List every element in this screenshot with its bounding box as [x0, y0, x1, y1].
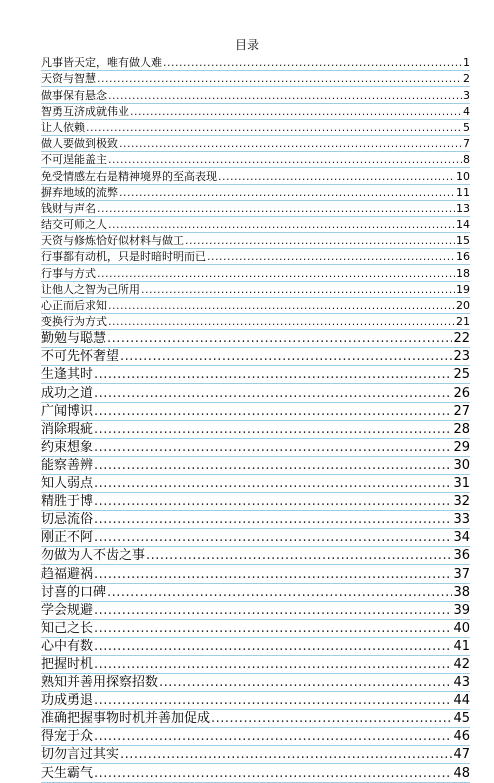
- toc-entry-title: 凡事皆天定，唯有做人难: [41, 56, 162, 70]
- toc-entry-page-number: 33: [453, 512, 470, 528]
- toc-entry-page-number: 32: [453, 494, 470, 510]
- toc-entry-title: 趋福避祸: [41, 566, 94, 582]
- toc-entry-page-number: 43: [453, 675, 470, 691]
- toc-entry-page-number: 25: [453, 367, 470, 383]
- toc-dot-leader: [107, 331, 452, 347]
- toc-entry[interactable]: [41, 233, 470, 249]
- toc-entry[interactable]: [41, 104, 470, 120]
- toc-entry-page-number: 30: [453, 457, 470, 473]
- toc-entry-title: 约束想象: [41, 439, 94, 455]
- toc-entry-page-number: 4: [463, 104, 470, 118]
- toc-entry-title: 讨喜的口碑: [41, 584, 107, 600]
- toc-entry-title: 行事都有动机，只是时暗时明而已: [41, 250, 206, 264]
- toc-entry-page-number: 5: [463, 120, 470, 134]
- toc-entry[interactable]: [41, 168, 470, 184]
- toc-entry-title: 天资与修炼恰好似材料与做工: [41, 234, 184, 248]
- toc-entry-title: 精胜于博: [41, 494, 94, 510]
- toc-entry-title: 做人要做到极致: [41, 137, 118, 151]
- toc-entry[interactable]: [41, 547, 470, 565]
- toc-entry-title: 不可先怀奢望: [41, 349, 120, 365]
- toc-dot-leader: [141, 283, 455, 297]
- toc-dot-leader: [108, 153, 462, 167]
- toc-entry-title: 熟知并善用探察招数: [41, 675, 159, 691]
- toc-entry-page-number: 45: [453, 711, 470, 727]
- toc-dot-leader: [94, 458, 452, 474]
- toc-dot-leader: [163, 56, 462, 70]
- toc-entry-title: 钱财与声名: [41, 201, 96, 215]
- toc-entry-title: 功成勇退: [41, 693, 94, 709]
- toc-entry-page-number: 21: [456, 315, 470, 329]
- toc-entry[interactable]: [41, 656, 470, 674]
- toc-entry-page-number: 11: [456, 185, 470, 199]
- toc-entry-title: 知人弱点: [41, 476, 94, 492]
- toc-entry-page-number: 37: [453, 566, 470, 582]
- toc-entry-title: 不可逞能盖主: [41, 153, 107, 167]
- toc-entry-title: 勿做为人不齿之事: [41, 548, 146, 564]
- toc-entry[interactable]: [41, 152, 470, 168]
- toc-dot-leader: [94, 494, 452, 510]
- toc-dot-leader: [94, 530, 452, 546]
- toc-dot-leader: [108, 315, 455, 329]
- toc-entry[interactable]: [41, 620, 470, 638]
- toc-dot-leader: [130, 105, 462, 119]
- toc-dot-leader: [94, 386, 452, 402]
- toc-entry[interactable]: [41, 298, 470, 314]
- toc-dot-leader: [108, 218, 455, 232]
- toc-entry[interactable]: [41, 439, 470, 457]
- toc-entry-title: 切勿言过其实: [41, 747, 120, 763]
- toc-entry[interactable]: [41, 764, 470, 782]
- toc-entry-page-number: 14: [456, 218, 470, 232]
- toc-entry[interactable]: [41, 136, 470, 152]
- toc-dot-leader: [94, 512, 452, 528]
- toc-dot-leader: [119, 137, 462, 151]
- toc-entry-page-number: 28: [453, 421, 470, 437]
- toc-entry[interactable]: [41, 728, 470, 746]
- toc-entry[interactable]: [41, 692, 470, 710]
- toc-entry[interactable]: [41, 55, 470, 71]
- toc-entry[interactable]: [41, 87, 470, 103]
- toc-dot-leader: [146, 548, 452, 564]
- toc-entry-title: 摒弃地域的流弊: [41, 185, 118, 199]
- toc-entry-page-number: 10: [456, 169, 470, 183]
- toc-entry[interactable]: [41, 511, 470, 529]
- toc-entry-title: 结交可师之人: [41, 218, 107, 232]
- toc-dot-leader: [97, 267, 455, 281]
- toc-entry-title: 切忌流俗: [41, 512, 94, 528]
- toc-dot-leader: [97, 72, 462, 86]
- toc-entry-page-number: 27: [453, 403, 470, 419]
- toc-dot-leader: [86, 121, 462, 135]
- toc-dot-leader: [94, 766, 452, 782]
- toc-entry-page-number: 20: [456, 299, 470, 312]
- toc-dot-leader: [94, 657, 452, 673]
- toc-dot-leader: [94, 476, 452, 492]
- toc-entry-page-number: 42: [453, 656, 470, 672]
- toc-entry[interactable]: [41, 565, 470, 583]
- toc-entry-title: 天资与智慧: [41, 72, 96, 86]
- toc-entry[interactable]: [41, 265, 470, 281]
- toc-dot-leader: [94, 367, 452, 383]
- toc-entry-title: 勤勉与聪慧: [41, 331, 107, 347]
- toc-entry-page-number: 31: [453, 476, 470, 492]
- toc-entry[interactable]: [41, 330, 470, 348]
- toc-entry-title: 让他人之智为己所用: [41, 282, 140, 296]
- toc-entry-page-number: 7: [463, 137, 470, 151]
- toc-dot-leader: [94, 422, 452, 438]
- toc-dot-leader: [120, 349, 452, 365]
- toc-entry-title: 知己之长: [41, 620, 94, 636]
- toc-entry[interactable]: [41, 602, 470, 620]
- toc-entry-title: 天生霸气: [41, 765, 94, 781]
- toc-entry[interactable]: [41, 710, 470, 728]
- toc-entry-page-number: 26: [453, 385, 470, 401]
- toc-list: [41, 55, 470, 783]
- toc-entry-title: 变换行为方式: [41, 315, 107, 329]
- toc-entry[interactable]: [41, 120, 470, 136]
- toc-entry-page-number: 8: [463, 153, 470, 167]
- toc-entry-page-number: 36: [453, 548, 470, 564]
- toc-dot-leader: [94, 693, 452, 709]
- toc-dot-leader: [107, 585, 452, 601]
- toc-entry-page-number: 13: [456, 201, 470, 215]
- toc-entry-title: 生逢其时: [41, 367, 94, 383]
- toc-entry-title: 能察善辨: [41, 457, 94, 473]
- toc-entry-page-number: 38: [453, 584, 470, 600]
- toc-entry[interactable]: [41, 493, 470, 511]
- toc-dot-leader: [119, 186, 455, 200]
- toc-dot-leader: [207, 250, 455, 264]
- toc-dot-leader: [218, 170, 455, 184]
- toc-dot-leader: [94, 603, 452, 619]
- toc-entry-title: 广闻博识: [41, 403, 94, 419]
- toc-entry[interactable]: [41, 475, 470, 493]
- toc-entry[interactable]: [41, 71, 470, 87]
- toc-entry[interactable]: [41, 403, 470, 421]
- toc-dot-leader: [108, 89, 462, 103]
- toc-title: 目录: [234, 38, 259, 52]
- toc-entry-title: 做事保有悬念: [41, 88, 107, 102]
- toc-entry[interactable]: [41, 201, 470, 217]
- toc-entry[interactable]: [41, 746, 470, 764]
- toc-dot-leader: [94, 404, 452, 420]
- toc-entry-title: 消除瑕疵: [41, 421, 94, 437]
- toc-entry-page-number: 48: [453, 765, 470, 781]
- toc-entry-page-number: 40: [453, 620, 470, 636]
- toc-entry-title: 心中有数: [41, 638, 94, 654]
- toc-entry[interactable]: [41, 457, 470, 475]
- toc-dot-leader: [94, 621, 452, 637]
- toc-entry-page-number: 16: [456, 250, 470, 264]
- toc-dot-leader: [94, 440, 452, 456]
- toc-entry-title: 智勇互济成就伟业: [41, 104, 129, 118]
- toc-entry-page-number: 18: [456, 266, 470, 280]
- toc-entry-page-number: 19: [456, 282, 470, 296]
- toc-entry-page-number: 47: [453, 747, 470, 763]
- toc-entry[interactable]: [41, 348, 470, 366]
- toc-entry-page-number: 3: [463, 88, 470, 102]
- toc-entry-page-number: 41: [453, 638, 470, 654]
- toc-entry-title: 成功之道: [41, 385, 94, 401]
- toc-entry-title: 学会规避: [41, 602, 94, 618]
- toc-entry[interactable]: [41, 249, 470, 265]
- toc-entry-page-number: 23: [453, 349, 470, 365]
- toc-dot-leader: [159, 675, 452, 691]
- toc-entry[interactable]: [41, 185, 470, 201]
- toc-entry-title: 把握时机: [41, 656, 94, 672]
- toc-entry[interactable]: [41, 314, 470, 330]
- toc-entry-page-number: 34: [453, 530, 470, 546]
- toc-entry-page-number: 1: [463, 56, 470, 70]
- toc-entry-title: 准确把握事物时机并善加促成: [41, 711, 211, 727]
- toc-entry[interactable]: [41, 529, 470, 547]
- toc-dot-leader: [94, 639, 452, 655]
- toc-entry[interactable]: [41, 217, 470, 233]
- toc-entry-page-number: 22: [453, 331, 470, 347]
- toc-dot-leader: [211, 711, 452, 727]
- toc-dot-leader: [185, 234, 455, 248]
- toc-entry[interactable]: [41, 282, 470, 298]
- toc-entry-title: 免受情感左右是精神境界的至高表现: [41, 169, 217, 183]
- toc-dot-leader: [97, 202, 455, 216]
- toc-entry[interactable]: [41, 584, 470, 602]
- toc-entry-title: 让人依赖: [41, 120, 85, 134]
- toc-dot-leader: [94, 567, 452, 583]
- toc-entry[interactable]: [41, 638, 470, 656]
- toc-entry-page-number: 44: [453, 693, 470, 709]
- toc-entry-title: 得宠于众: [41, 729, 94, 745]
- toc-entry-page-number: 46: [453, 729, 470, 745]
- toc-entry-page-number: 39: [453, 602, 470, 618]
- toc-entry-page-number: 29: [453, 439, 470, 455]
- toc-entry-page-number: 2: [463, 72, 470, 86]
- toc-entry[interactable]: [41, 366, 470, 384]
- toc-entry[interactable]: [41, 674, 470, 692]
- toc-entry-title: 行事与方式: [41, 266, 96, 280]
- toc-dot-leader: [120, 747, 452, 763]
- toc-entry[interactable]: [41, 384, 470, 402]
- toc-entry-title: 刚正不阿: [41, 530, 94, 546]
- toc-entry-page-number: 15: [456, 234, 470, 248]
- toc-entry[interactable]: [41, 421, 470, 439]
- toc-dot-leader: [94, 729, 452, 745]
- toc-dot-leader: [108, 299, 455, 313]
- toc-entry-title: 心正而后求知: [41, 299, 107, 312]
